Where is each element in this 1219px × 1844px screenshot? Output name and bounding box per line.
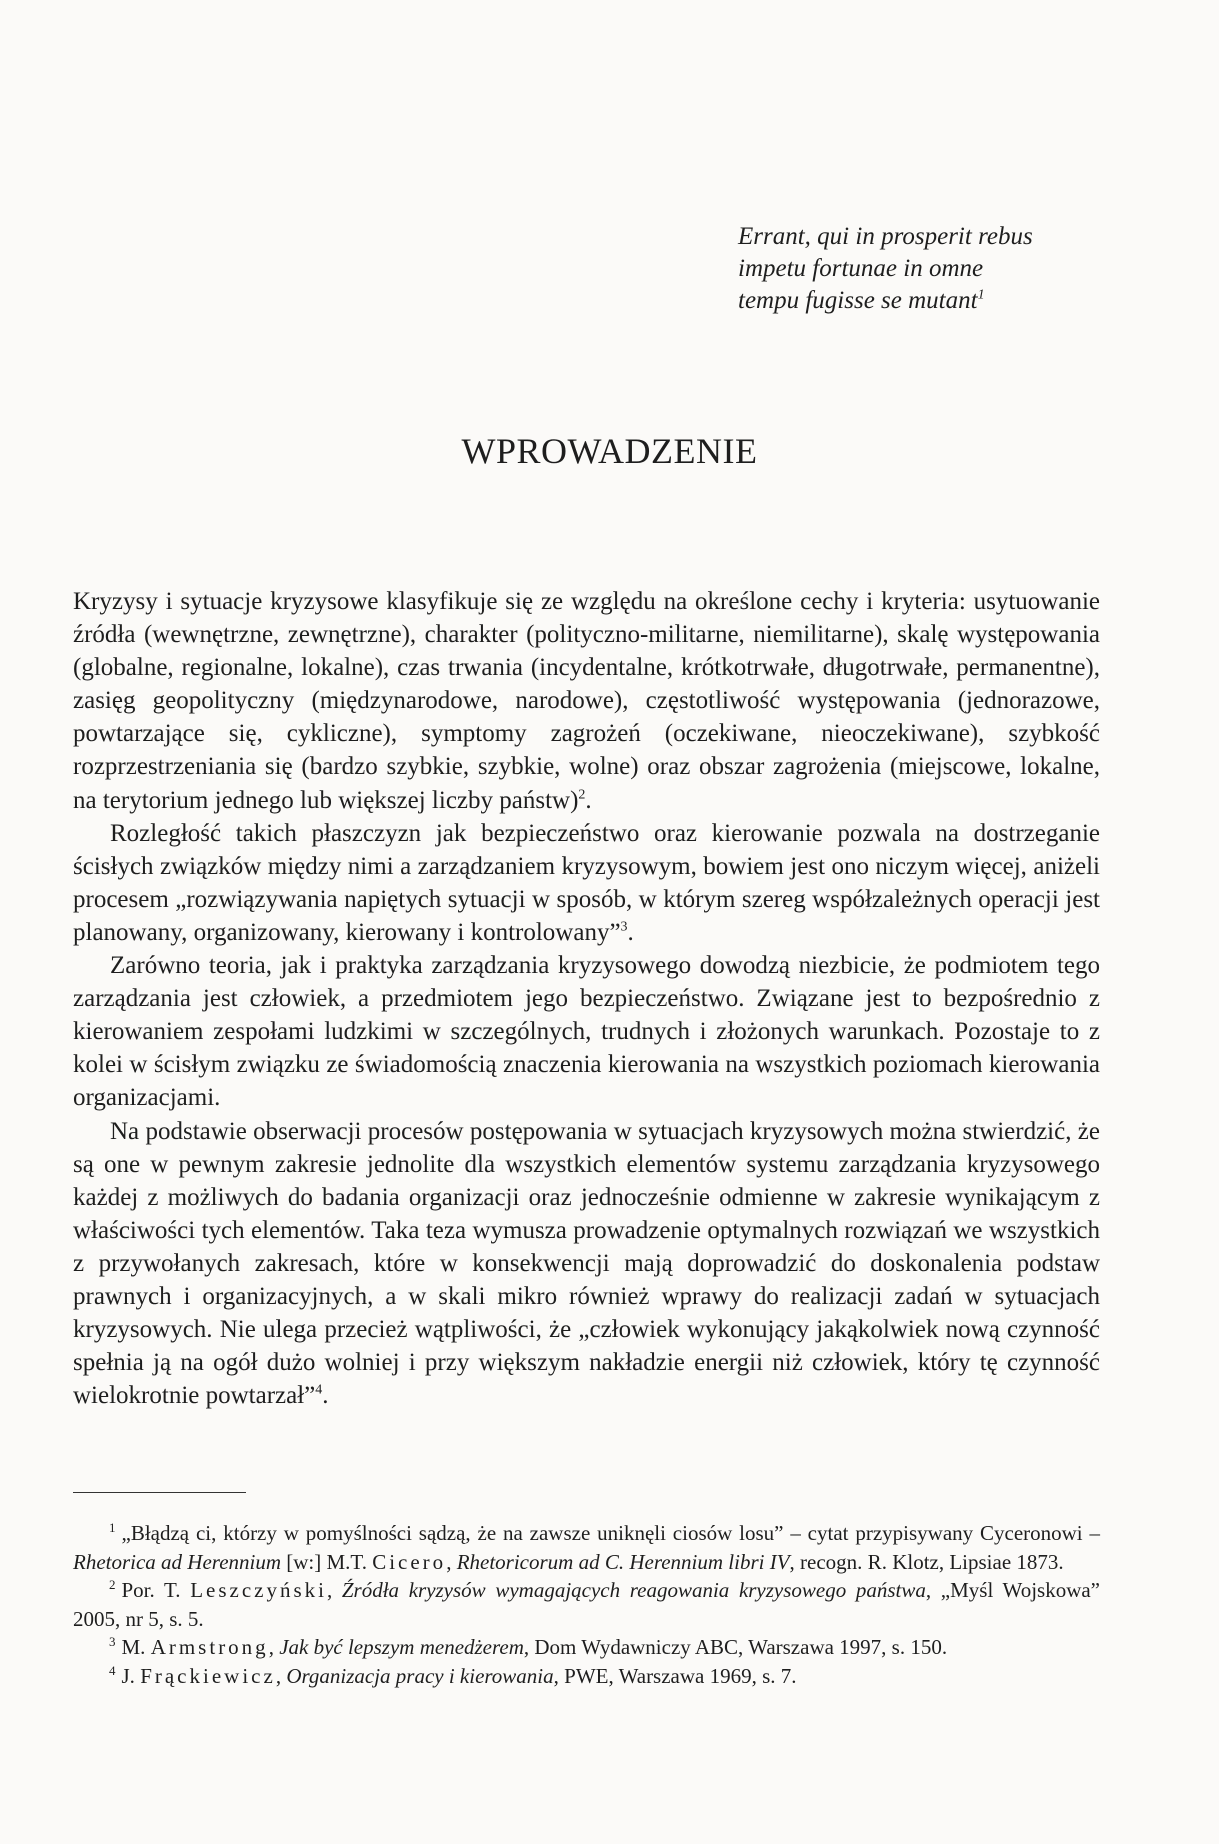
footnote-text: ,	[326, 1578, 342, 1603]
paragraph-text: Kryzysy i sytuacje kryzysowe klasyfikuje się ze względu na określone cechy i kryteria: usytuowanie źródła (wewnętrzne, zewnętrzne), charakter (polityczno-militarne, niemilitarne), skalę występowania (globalne, regionalne, lokalne), czas trwania (incydentalne, krótkotrwałe, długotrwałe, permanentne), zasięg geopolityczny (międzynarodowe, narodowe), częstotliwość występowania (jednorazowe, powtarzające się, cykliczne), symptomy zagrożeń (oczekiwane, nieoczekiwane), szybkość rozprzestrzeniania się (bardzo szybkie, szybkie, wolne) oraz obszar zagrożenia (miejscowe, lokalne, na terytorium jednego lub większej liczby państw)	[73, 588, 1100, 814]
footnote-author: Frąckiewicz	[140, 1663, 276, 1688]
footnote-author: Cicero	[372, 1549, 447, 1574]
epigraph-line	[738, 285, 1033, 317]
footnote-text: , recogn. R. Klotz, Lipsiae 1873.	[789, 1549, 1064, 1574]
footnote-number: 2	[109, 1577, 116, 1593]
epigraph	[738, 221, 1033, 317]
footnote-text: , „Myśl Wojskowa” 2005, nr 5, s. 5.	[73, 1578, 1101, 1631]
footnote-ref: 3	[620, 919, 628, 935]
footnote	[73, 1576, 1100, 1633]
footnote-title: Organizacja pracy i kierowania	[286, 1663, 554, 1688]
footnote-ref: 4	[315, 1382, 323, 1398]
footnote-text: , PWE, Warszawa 1969, s. 7.	[553, 1663, 797, 1688]
footnote-ref: 2	[578, 787, 586, 803]
epigraph-line-text: tempu fugisse se mutant	[738, 287, 978, 314]
footnote	[73, 1519, 1100, 1576]
footnote-divider	[73, 1492, 246, 1493]
footnote-text: M.	[121, 1635, 151, 1660]
footnote-author: Armstrong	[150, 1635, 269, 1660]
epigraph-line: Errant, qui in prosperit rebus	[738, 223, 1033, 250]
body-text	[73, 585, 1100, 1412]
footnotes	[73, 1519, 1100, 1691]
paragraph: Na podstawie obserwacji procesów postępowania w sytuacjach kryzysowych można stwierdzić, że są one w pewnym zakresie jednolite dla wszystkich elementów systemu zarządzania kryzysowego każdej z możliwych do badania organizacji oraz jednocześnie odmienne w zakresie wynikającym z właściwości tych elementów. Taka teza wymusza prowadzenie optymalnych rozwiązań we wszystkich z przywołanych zakresach, które w konsekwencji mają doprowadzić do doskonalenia podstaw prawnych i organizacyjnych, a w skali mikro również wprawy do realizacji zadań w sytuacjach kryzysowych. Nie ulega przecież wątpliwości, że „człowiek wykonujący jakąkolwiek nową czynność spełnia ją na ogół dużo wolniej i przy większym nakładzie energii niż człowiek, który tę czynność wielokrotnie powtarzał”$^4$.	[73, 1117, 1100, 1410]
footnote-text: ,	[275, 1663, 287, 1688]
footnote-number: 3	[109, 1634, 116, 1650]
footnote-text: ,	[268, 1635, 280, 1660]
footnote-number: 1	[109, 1520, 116, 1535]
footnote-ref: 1	[977, 287, 985, 303]
footnote-text: , Dom Wydawniczy ABC, Warszawa 1997, s. 150.	[523, 1635, 948, 1660]
footnote	[73, 1662, 1100, 1691]
paragraph: Rozległość takich płaszczyzn jak bezpieczeństwo oraz kierowanie pozwala na dostrzeganie ścisłych związków między nimi a zarządzaniem kryzysowym, bowiem jest ono niczym więcej, aniżeli procesem „rozwiązywania napiętych sytuacji w sposób, w którym szereg współzależnych operacji jest planowany, organizowany, kierowany i kontrolowany”$^3$.	[73, 819, 1100, 946]
footnote-text: J.	[121, 1663, 141, 1688]
footnote-title: Jak być lepszym menedżerem	[279, 1635, 524, 1660]
paragraph-text: Rozległość takich płaszczyzn jak bezpieczeństwo oraz kierowanie pozwala na dostrzeganie ścisłych związków między nimi a zarządzaniem kryzysowym, bowiem jest ono niczym więcej, aniżeli procesem „rozwiązywania napiętych sytuacji w sposób, w którym szereg współzależnych operacji jest planowany, organizowany, kierowany i kontrolowany”	[73, 819, 1100, 946]
footnote-text: Por. T.	[121, 1578, 191, 1603]
footnote-number: 4	[109, 1662, 116, 1678]
footnote-title: Rhetorica ad Herennium	[73, 1549, 282, 1574]
footnote-title: Rhetoricorum ad C. Herennium libri IV	[456, 1549, 790, 1574]
paragraph: Kryzysy i sytuacje kryzysowe klasyfikuje się ze względu na określone cechy i kryteria: usytuowanie źródła (wewnętrzne, zewnętrzne), charakter (polityczno-militarne, niemilitarne), skalę występowania (globalne, regionalne, lokalne), czas trwania (incydentalne, krótkotrwałe, długotrwałe, permanentne), zasięg geopolityczny (międzynarodowe, narodowe), częstotliwość występowania (jednorazowe, powtarzające się, cykliczne), symptomy zagrożeń (oczekiwane, nieoczekiwane), szybkość rozprzestrzeniania się (bardzo szybkie, szybkie, wolne) oraz obszar zagrożenia (miejscowe, lokalne, na terytorium jednego lub większej liczby państw)$^2$.	[73, 588, 1100, 814]
footnote	[73, 1633, 1100, 1662]
chapter-title: WPROWADZENIE	[461, 431, 758, 471]
footnote-text: „Błądzą ci, którzy w pomyślności sądzą, że na zawsze uniknęli ciosów losu” – cytat przypisywany Cyceronowi –	[121, 1521, 1100, 1545]
epigraph-line: impetu fortunae in omne	[738, 255, 984, 282]
footnote-text: ,	[446, 1549, 457, 1574]
paragraph: Zarówno teoria, jak i praktyka zarządzania kryzysowego dowodzą niezbicie, że podmiotem tego zarządzania jest człowiek, a przedmiotem jego bezpieczeństwo. Związane jest to bezpośrednio z kierowaniem zespołami ludzkimi w szczególnych, trudnych i złożonych warunkach. Pozostaje to z kolei w ścisłym związku ze świadomością znaczenia kierowania na wszystkich poziomach kierowania organizacjami.	[73, 952, 1100, 1112]
footnote-author: Leszczyński	[190, 1578, 327, 1603]
footnote-text: [w:] M.T.	[281, 1549, 373, 1574]
paragraph-text: Na podstawie obserwacji procesów postępowania w sytuacjach kryzysowych można stwierdzić, że są one w pewnym zakresie jednolite dla wszystkich elementów systemu zarządzania kryzysowego każdej z możliwych do badania organizacji oraz jednocześnie odmienne w zakresie wynikającym z właściwości tych elementów. Taka teza wymusza prowadzenie optymalnych rozwiązań we wszystkich z przywołanych zakresach, które w konsekwencji mają doprowadzić do doskonalenia podstaw prawnych i organizacyjnych, a w skali mikro również wprawy do realizacji zadań w sytuacjach kryzysowych. Nie ulega przecież wątpliwości, że „człowiek wykonujący jakąkolwiek nową czynność spełnia ją na ogół dużo wolniej i przy większym nakładzie energii niż człowiek, który tę czynność wielokrotnie powtarzał”	[73, 1117, 1100, 1410]
footnote-title: Źródła kryzysów wymagających reagowania kryzysowego państwa	[341, 1578, 926, 1603]
